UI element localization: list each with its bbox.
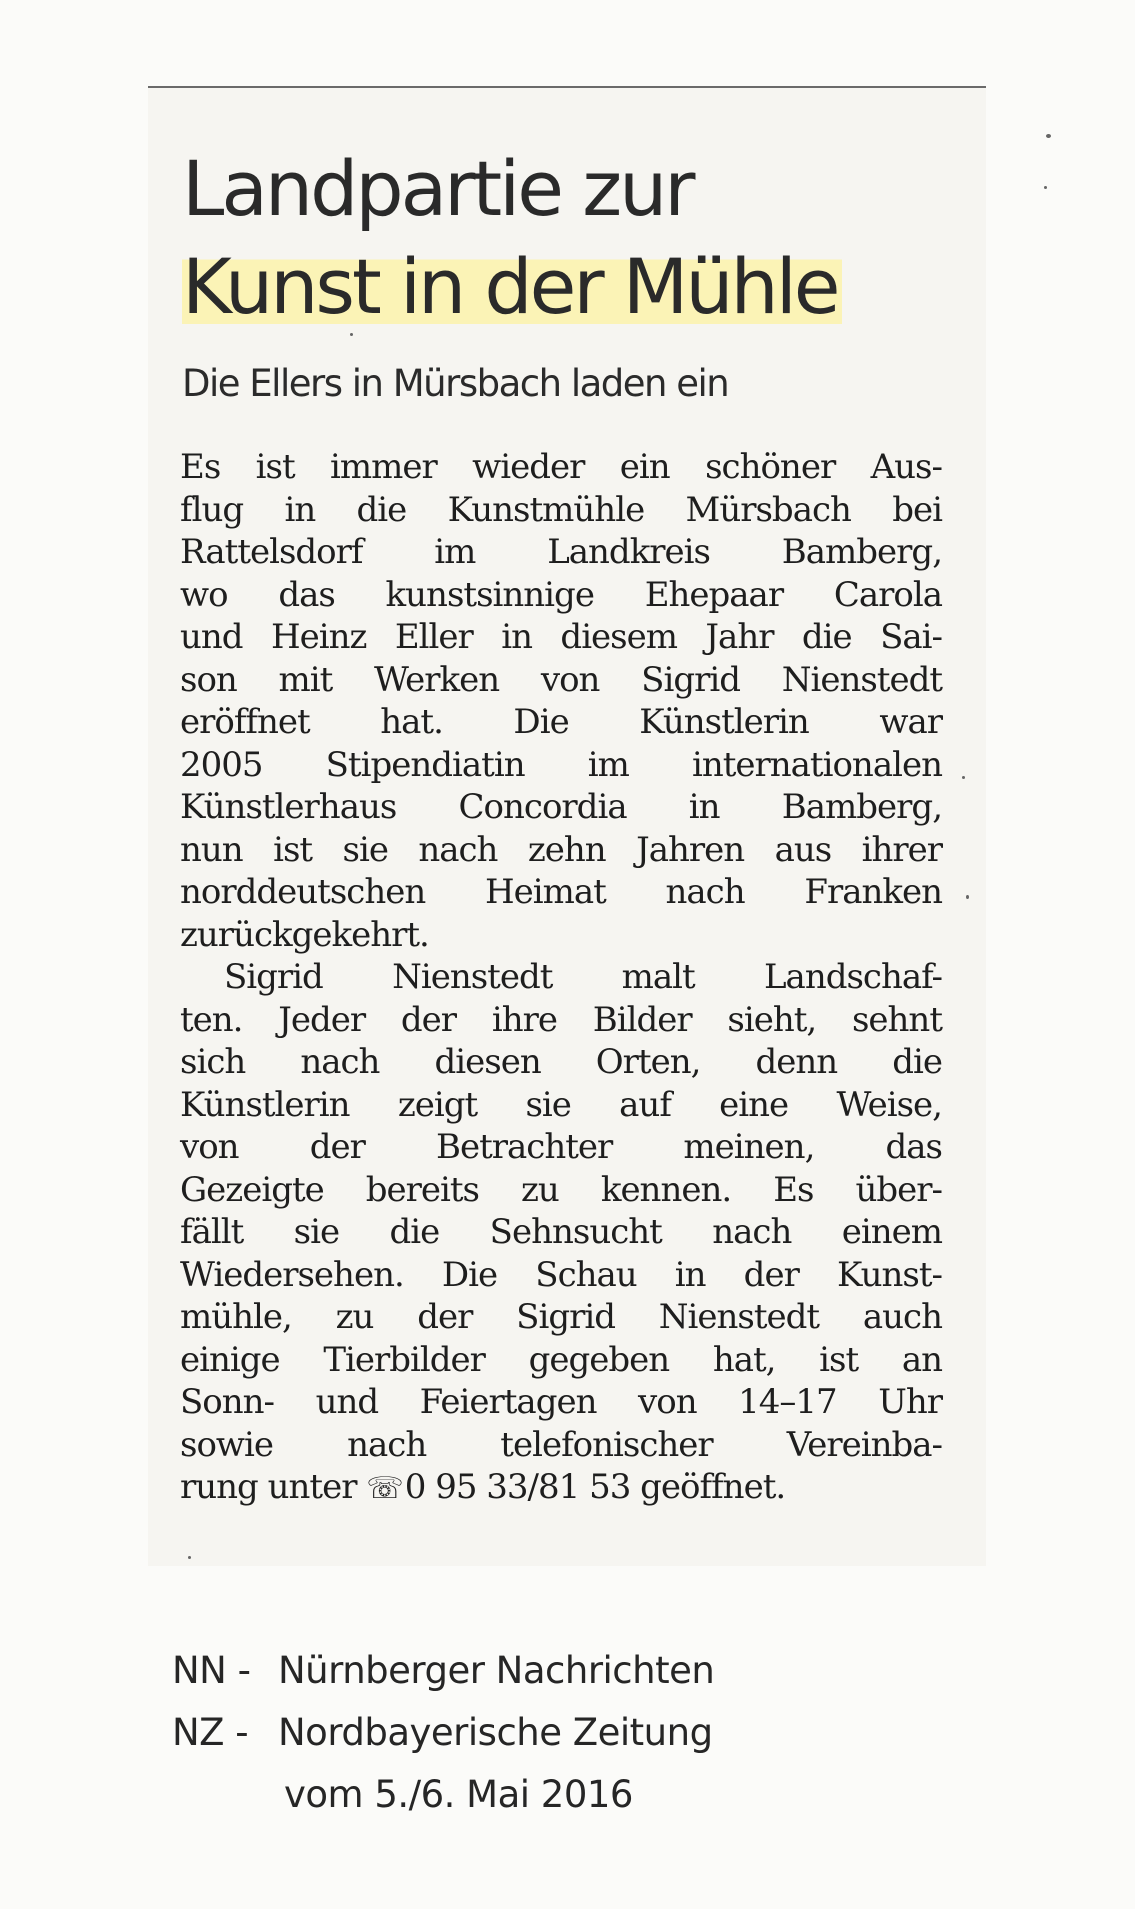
body-line: sowie nach telefonischer Vereinba- <box>180 1424 942 1465</box>
body-line: flug in die Kunstmühle Mürsbach bei <box>180 489 942 530</box>
source-nz-name: Nordbayerische Zeitung <box>278 1711 713 1754</box>
scan-speck <box>350 333 353 336</box>
body-line: Sigrid Nienstedt malt Landschaf- <box>224 957 942 997</box>
source-nz-abbr: NZ - <box>172 1711 249 1754</box>
body-line: Wiedersehen. Die Schau in der Kunst- <box>180 1254 942 1295</box>
headline-line-2-highlighted: Kunst in der Mühle <box>182 238 842 336</box>
body-line: fällt sie die Sehnsucht nach einem <box>180 1212 942 1252</box>
article-body <box>180 446 942 1509</box>
body-line: son mit Werken von Sigrid Nienstedt <box>180 659 942 700</box>
scan-speck <box>1044 186 1047 189</box>
body-line: und Heinz Eller in diesem Jahr die Sai- <box>180 617 942 657</box>
body-line: von der Betrachter meinen, das <box>180 1127 942 1167</box>
telephone-icon: ☏ <box>366 1471 403 1506</box>
body-line: sich nach diesen Orten, denn die <box>180 1042 942 1082</box>
clipping-top-rule <box>148 86 986 88</box>
source-nz <box>172 1702 714 1764</box>
body-line: wo das kunstsinnige Ehepaar Carola <box>180 574 942 615</box>
body-line: Sonn- und Feiertagen von 14–17 Uhr <box>180 1382 942 1422</box>
body-line: zurückgekehrt. <box>180 914 429 955</box>
headline-line-1: Landpartie zur <box>182 144 693 233</box>
source-nn <box>172 1640 714 1702</box>
body-line: nun ist sie nach zehn Jahren aus ihrer <box>180 829 942 870</box>
scan-speck <box>1046 134 1051 138</box>
source-nn-name: Nürnberger Nachrichten <box>278 1649 715 1692</box>
subheadline: Die Ellers in Mürsbach laden ein <box>182 362 729 405</box>
body-line: ten. Jeder der ihre Bilder sieht, sehnt <box>180 999 942 1040</box>
body-line: Gezeigte bereits zu kennen. Es über- <box>180 1169 942 1210</box>
body-line: mühle, zu der Sigrid Nienstedt auch <box>180 1297 942 1337</box>
source-attribution <box>172 1640 714 1826</box>
body-line: Künstlerhaus Concordia in Bamberg, <box>180 787 942 827</box>
body-line: Es ist immer wieder ein schöner Aus- <box>180 447 942 487</box>
body-line: 2005 Stipendiatin im internationalen <box>180 744 942 785</box>
headline <box>182 140 962 336</box>
final-line-prefix: rung unter <box>180 1467 357 1507</box>
source-date: vom 5./6. Mai 2016 <box>284 1773 633 1816</box>
body-line: Künstlerin zeigt sie auf eine Weise, <box>180 1084 942 1125</box>
body-line: Rattelsdorf im Landkreis Bamberg, <box>180 532 942 572</box>
body-line: norddeutschen Heimat nach Franken <box>180 872 942 912</box>
scan-speck <box>188 1556 191 1559</box>
body-line: eröffnet hat. Die Künstlerin war <box>180 702 942 742</box>
source-nn-abbr: NN - <box>172 1649 251 1692</box>
scan-speck <box>966 895 969 899</box>
phone-number: 0 95 33/81 53 geöffnet. <box>404 1467 786 1507</box>
body-line-final <box>180 1466 942 1509</box>
body-line: einige Tierbilder gegeben hat, ist an <box>180 1339 942 1380</box>
scan-speck <box>962 776 965 779</box>
